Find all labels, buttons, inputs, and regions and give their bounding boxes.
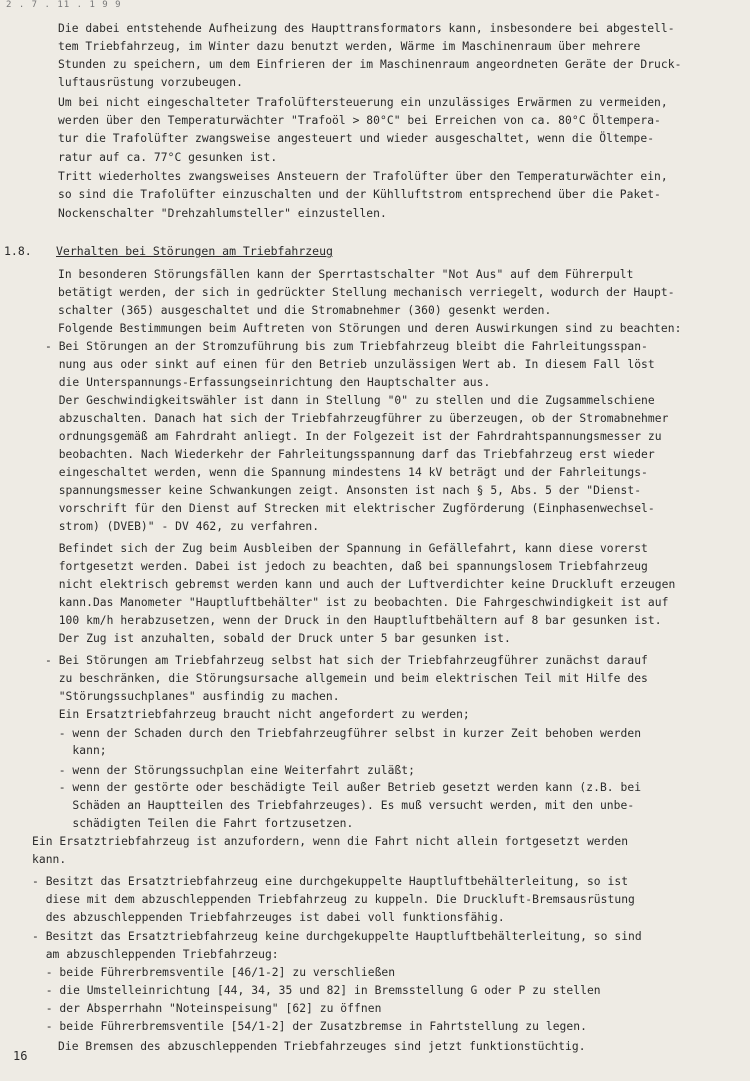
text-line: - Besitzt das Ersatztriebfahrzeug keine durchgekuppelte Hauptluftbehälterleitung, so sind — [32, 930, 642, 943]
text-line: die Unterspannungs-Erfassungseinrichtung den Hauptschalter aus. — [45, 376, 491, 389]
text-line: - die Umstelleinrichtung [44, 34, 35 und 82] in Bremsstellung G oder P zu stellen — [32, 984, 601, 997]
text-line: Befindet sich der Zug beim Ausbleiben der Spannung in Gefällefahrt, kann diese vorerst — [45, 542, 648, 555]
text-line: kann.Das Manometer "Hauptluftbehälter" ist zu beobachten. Die Fahrgeschwindigkeit ist auf — [45, 596, 669, 609]
text-line: so sind die Trafolüfter einzuschalten und der Kühlluftstrom entsprechend über die Paket- — [58, 188, 661, 201]
text-line: fortgesetzt werden. Dabei ist jedoch zu beachten, daß bei spannungslosem Triebfahrzeug — [45, 560, 648, 573]
text-line: - Besitzt das Ersatztriebfahrzeug eine durchgekuppelte Hauptluftbehälterleitung, so ist — [32, 875, 629, 888]
text-line: kann. — [32, 853, 67, 866]
text-line: abzuschalten. Danach hat sich der Triebfahrzeugführer zu überzeugen, ob der Stromabnehmer — [45, 412, 669, 425]
text-line: beobachten. Nach Wiederkehr der Fahrleitungsspannung darf das Triebfahrzeug erst wieder — [45, 448, 655, 461]
text-line: Folgende Bestimmungen beim Auftreten von Störungen und deren Auswirkungen sind zu beachten: — [58, 322, 682, 335]
text-line: Der Geschwindigkeitswähler ist dann in Stellung "0" zu stellen und die Zugsammelschiene — [45, 394, 655, 407]
text-line: spannungsmesser keine Schwankungen zeigt. Ansonsten ist nach § 5, Abs. 5 der "Dienst- — [45, 484, 642, 497]
text-line: - beide Führerbremsventile [54/1-2] der Zusatzbremse in Fahrtstellung zu legen. — [32, 1020, 587, 1033]
text-line: Tritt wiederholtes zwangsweises Ansteuern der Trafolüfter über den Temperaturwächter ein, — [58, 170, 668, 183]
section-number: 1.8. — [4, 244, 32, 258]
text-line: Nockenschalter "Drehzahlumsteller" einzustellen. — [58, 207, 387, 220]
text-line: diese mit dem abzuschleppenden Triebfahrzeug zu kuppeln. Die Druckluft-Bremsausrüstung — [32, 893, 635, 906]
text-line: - wenn der Schaden durch den Triebfahrzeugführer selbst in kurzer Zeit behoben werden — [45, 727, 642, 740]
text-line: werden über den Temperaturwächter "Trafoöl > 80°C" bei Erreichen von ca. 80°C Öltempera- — [58, 114, 661, 127]
text-line: Ein Ersatztriebfahrzeug braucht nicht angefordert zu werden; — [45, 708, 470, 721]
text-line: betätigt werden, der sich in gedrückter Stellung mechanisch verriegelt, wodurch der Haupt- — [58, 286, 675, 299]
section-title: Verhalten bei Störungen am Triebfahrzeug — [56, 244, 333, 258]
header-mark: 2 . 7 . 11 . 1 9 9 — [6, 0, 122, 10]
text-line: "Störungssuchplanes" ausfindig zu machen. — [45, 690, 340, 703]
text-line: - wenn der gestörte oder beschädigte Teil außer Betrieb gesetzt werden kann (z.B. bei — [45, 781, 642, 794]
text-line: zu beschränken, die Störungsursache allgemein und beim elektrischen Teil mit Hilfe des — [45, 672, 648, 685]
text-line: schalter (365) ausgeschaltet und die Stromabnehmer (360) gesenkt werden. — [58, 304, 552, 317]
text-line: eingeschaltet werden, wenn die Spannung mindestens 14 kV beträgt und der Fahrleitungs- — [45, 466, 648, 479]
text-line: tur die Trafolüfter zwangsweise angesteuert und wieder ausgeschaltet, wenn die Öltempe- — [58, 132, 655, 145]
text-line: schädigten Teilen die Fahrt fortzusetzen. — [45, 817, 354, 830]
text-line: - beide Führerbremsventile [46/1-2] zu verschließen — [32, 966, 396, 979]
text-line: vorschrift für den Dienst auf Strecken mit elektrischer Zugförderung (Einphasenwechsel- — [45, 502, 655, 515]
page-number: 16 — [13, 1049, 28, 1063]
text-line: des abzuschleppenden Triebfahrzeuges ist dabei voll funktionsfähig. — [32, 911, 505, 924]
text-line: ratur auf ca. 77°C gesunken ist. — [58, 151, 278, 164]
text-line: Ein Ersatztriebfahrzeug ist anzufordern, wenn die Fahrt nicht allein fortgesetzt werden — [32, 835, 629, 848]
text-line: Der Zug ist anzuhalten, sobald der Druck unter 5 bar gesunken ist. — [45, 632, 511, 645]
text-line: Um bei nicht eingeschalteter Trafolüftersteuerung ein unzulässiges Erwärmen zu vermeiden, — [58, 96, 668, 109]
text-line: - wenn der Störungssuchplan eine Weiterfahrt zuläßt; — [45, 764, 415, 777]
text-line: ordnungsgemäß am Fahrdraht anliegt. In der Folgezeit ist der Fahrdrahtspannungsmesser zu — [45, 430, 662, 443]
text-line: Schäden an Hauptteilen des Triebfahrzeuges). Es muß versucht werden, mit den unbe- — [45, 799, 635, 812]
text-line: tem Triebfahrzeug, im Winter dazu benutzt werden, Wärme im Maschinenraum über mehrere — [58, 40, 641, 53]
text-line: - Bei Störungen an der Stromzuführung bis zum Triebfahrzeug bleibt die Fahrleitungsspan- — [45, 340, 648, 353]
text-line: luftausrüstung vorzubeugen. — [58, 76, 243, 89]
text-line: 100 km/h herabzusetzen, wenn der Druck in den Hauptluftbehältern auf 8 bar gesunken ist. — [45, 614, 662, 627]
text-line: Die dabei entstehende Aufheizung des Haupttransformators kann, insbesondere bei abgestell- — [58, 22, 675, 35]
text-line: strom) (DVEB)" - DV 462, zu verfahren. — [45, 520, 320, 533]
text-line: Die Bremsen des abzuschleppenden Triebfahrzeuges sind jetzt funktionstüchtig. — [58, 1040, 586, 1053]
text-line: nung aus oder sinkt auf einen für den Betrieb unzulässigen Wert ab. In diesem Fall löst — [45, 358, 655, 371]
text-line: nicht elektrisch gebremst werden kann und auch der Luftverdichter keine Druckluft erzeugen — [45, 578, 676, 591]
text-line: am abzuschleppenden Triebfahrzeug: — [32, 948, 279, 961]
text-line: - der Absperrhahn "Noteinspeisung" [62] zu öffnen — [32, 1002, 382, 1015]
text-line: In besonderen Störungsfällen kann der Sperrtastschalter "Not Aus" auf dem Führerpult — [58, 268, 634, 281]
text-line: kann; — [45, 744, 107, 757]
text-line: Stunden zu speichern, um dem Einfrieren der im Maschinenraum angeordneten Geräte der Druck- — [58, 58, 682, 71]
text-line: - Bei Störungen am Triebfahrzeug selbst hat sich der Triebfahrzeugführer zunächst darauf — [45, 654, 648, 667]
